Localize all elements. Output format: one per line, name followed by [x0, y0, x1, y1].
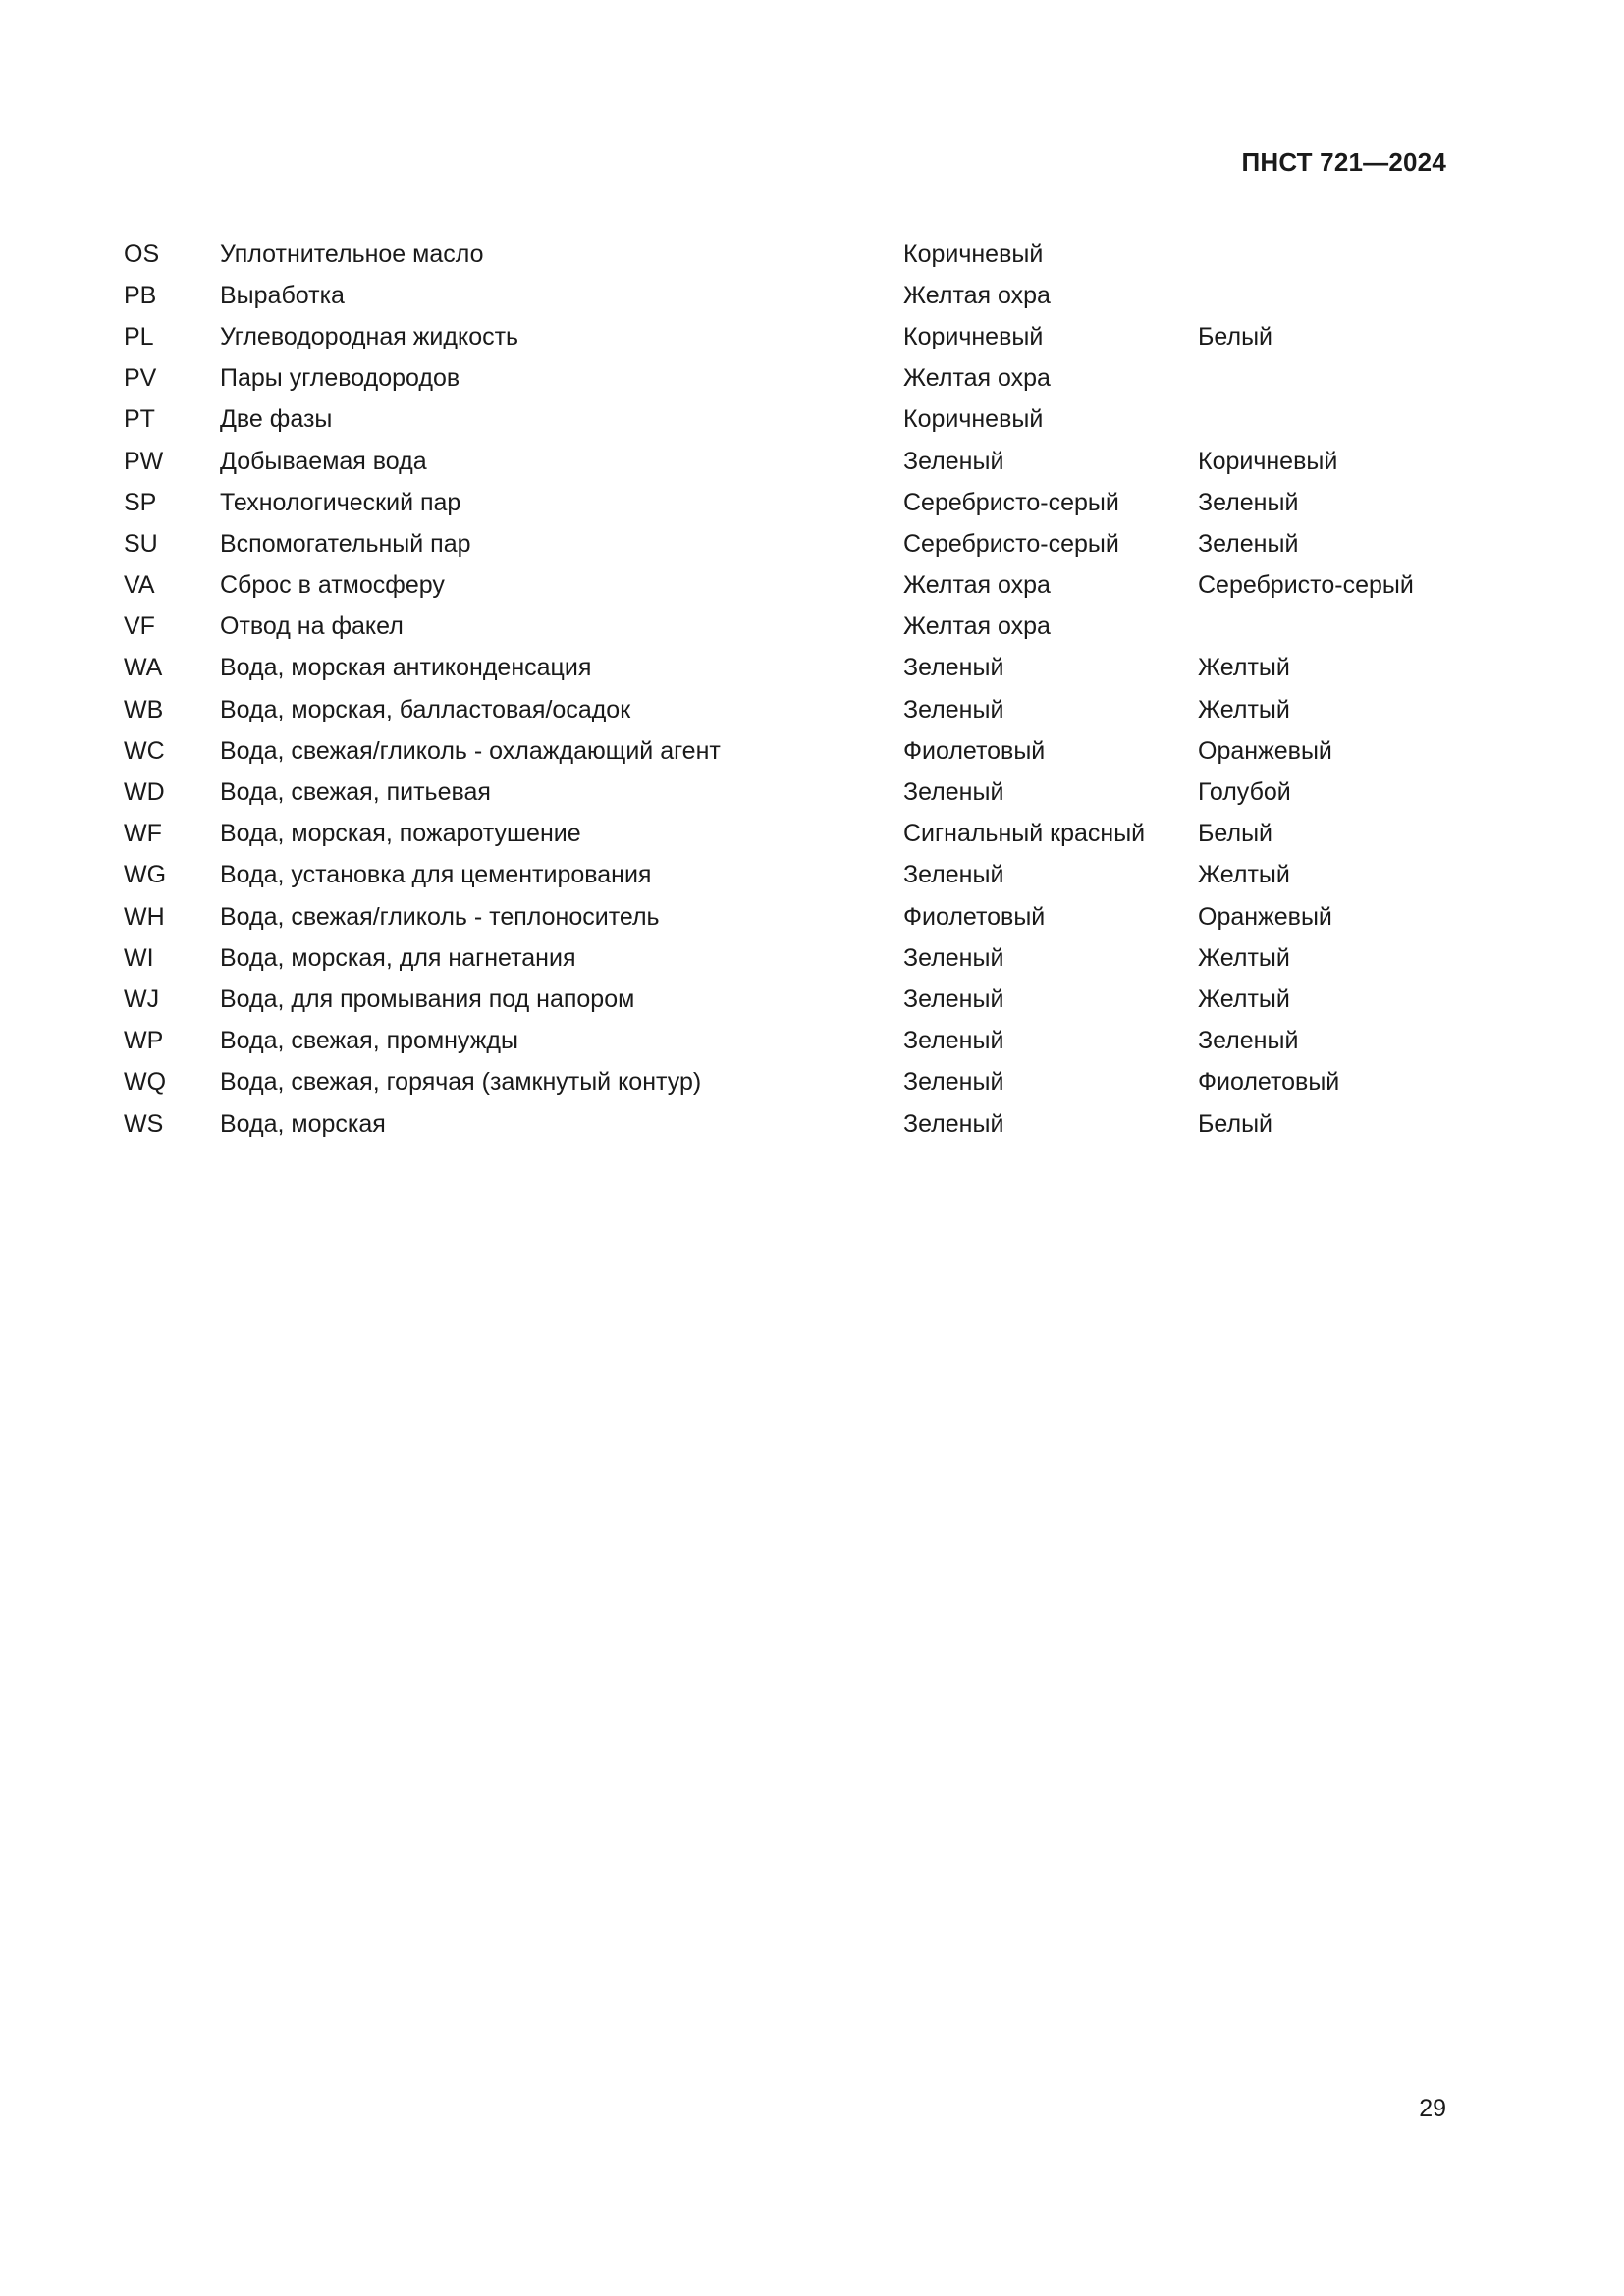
secondary-color-cell: Желтый [1198, 861, 1290, 889]
fluid-description-cell: Пары углеводородов [220, 364, 460, 393]
table-row [124, 648, 1453, 689]
fluid-description-cell: Вспомогательный пар [220, 529, 471, 558]
secondary-color-cell: Желтый [1198, 943, 1290, 972]
fluid-code-cell: WH [124, 902, 165, 931]
primary-color-cell: Серебристо-серый [903, 529, 1119, 558]
table-row [124, 1021, 1453, 1062]
table-row [124, 896, 1453, 937]
fluid-code-cell: SP [124, 488, 157, 516]
primary-color-cell: Серебристо-серый [903, 488, 1119, 516]
table-row [124, 482, 1453, 523]
secondary-color-cell [1198, 234, 1453, 275]
fluid-code-cell: PB [124, 281, 157, 309]
fluid-description-cell: Две фазы [220, 405, 333, 434]
fluid-code-cell: WD [124, 778, 165, 807]
fluid-description-cell: Вода, морская [220, 1109, 386, 1138]
table-row [124, 400, 1453, 441]
secondary-color-cell: Коричневый [1198, 447, 1338, 475]
fluid-description-cell: Вода, свежая/гликоль - теплоноситель [220, 902, 660, 931]
fluid-code-table [124, 234, 1453, 1145]
secondary-color-cell: Белый [1198, 1109, 1273, 1138]
fluid-description-cell: Выработка [220, 281, 345, 309]
secondary-color-cell: Желтый [1198, 985, 1290, 1013]
primary-color-cell: Коричневый [903, 322, 1044, 350]
primary-color-cell: Зеленый [903, 861, 1004, 889]
fluid-code-cell: VF [124, 613, 155, 641]
fluid-code-cell: WA [124, 654, 163, 682]
table-row [124, 565, 1453, 607]
fluid-code-cell: WG [124, 861, 167, 889]
table-row [124, 937, 1453, 979]
secondary-color-cell [1198, 275, 1453, 316]
secondary-color-cell [1198, 400, 1453, 441]
table-row [124, 730, 1453, 772]
fluid-code-cell: PW [124, 447, 164, 475]
fluid-description-cell: Уплотнительное масло [220, 240, 484, 268]
fluid-description-cell: Отвод на факел [220, 613, 404, 641]
fluid-description-cell: Углеводородная жидкость [220, 322, 519, 350]
fluid-code-cell: VA [124, 571, 155, 600]
secondary-color-cell: Зеленый [1198, 1027, 1299, 1055]
fluid-code-cell: WQ [124, 1068, 167, 1096]
fluid-code-cell: WP [124, 1027, 164, 1055]
primary-color-cell: Коричневый [903, 405, 1044, 434]
table-row [124, 772, 1453, 813]
secondary-color-cell: Фиолетовый [1198, 1068, 1340, 1096]
fluid-description-cell: Вода, морская, балластовая/осадок [220, 695, 631, 723]
table-row [124, 855, 1453, 896]
fluid-code-cell: WC [124, 736, 165, 765]
primary-color-cell: Зеленый [903, 1027, 1004, 1055]
primary-color-cell: Зеленый [903, 1109, 1004, 1138]
table-row [124, 689, 1453, 730]
primary-color-cell: Желтая охра [903, 571, 1051, 600]
secondary-color-cell: Серебристо-серый [1198, 571, 1414, 600]
primary-color-cell: Зеленый [903, 447, 1004, 475]
primary-color-cell: Зеленый [903, 778, 1004, 807]
page-number: 29 [1419, 2095, 1446, 2122]
secondary-color-cell: Голубой [1198, 778, 1291, 807]
fluid-code-cell: WJ [124, 985, 160, 1013]
fluid-description-cell: Добываемая вода [220, 447, 427, 475]
table-body [124, 234, 1453, 1145]
fluid-code-cell: OS [124, 240, 160, 268]
table-row [124, 234, 1453, 275]
primary-color-cell: Зеленый [903, 943, 1004, 972]
primary-color-cell: Коричневый [903, 240, 1044, 268]
fluid-description-cell: Вода, свежая, промнужды [220, 1027, 518, 1055]
primary-color-cell: Зеленый [903, 654, 1004, 682]
fluid-description-cell: Вода, морская, для нагнетания [220, 943, 576, 972]
secondary-color-cell: Зеленый [1198, 488, 1299, 516]
table-row [124, 1103, 1453, 1145]
table-row [124, 814, 1453, 855]
secondary-color-cell [1198, 358, 1453, 400]
fluid-description-cell: Технологический пар [220, 488, 461, 516]
fluid-code-cell: PV [124, 364, 157, 393]
primary-color-cell: Фиолетовый [903, 736, 1046, 765]
table-row [124, 358, 1453, 400]
fluid-code-cell: WF [124, 820, 162, 848]
primary-color-cell: Фиолетовый [903, 902, 1046, 931]
fluid-code-cell: WB [124, 695, 164, 723]
primary-color-cell: Зеленый [903, 695, 1004, 723]
secondary-color-cell: Зеленый [1198, 529, 1299, 558]
fluid-description-cell: Сброс в атмосферу [220, 571, 445, 600]
table-row [124, 275, 1453, 316]
fluid-description-cell: Вода, установка для цементирования [220, 861, 652, 889]
secondary-color-cell: Желтый [1198, 654, 1290, 682]
fluid-description-cell: Вода, морская антиконденсация [220, 654, 592, 682]
secondary-color-cell: Оранжевый [1198, 902, 1332, 931]
secondary-color-cell: Белый [1198, 820, 1273, 848]
document-code-header: ПНСТ 721—2024 [1241, 147, 1446, 177]
secondary-color-cell: Белый [1198, 322, 1273, 350]
table-row [124, 979, 1453, 1020]
table-row [124, 316, 1453, 357]
secondary-color-cell: Желтый [1198, 695, 1290, 723]
fluid-code-cell: PL [124, 322, 154, 350]
fluid-description-cell: Вода, свежая, горячая (замкнутый контур) [220, 1068, 702, 1096]
fluid-code-cell: WI [124, 943, 154, 972]
secondary-color-cell [1198, 607, 1453, 648]
table-row [124, 441, 1453, 482]
primary-color-cell: Сигнальный красный [903, 820, 1146, 848]
fluid-description-cell: Вода, для промывания под напором [220, 985, 635, 1013]
fluid-code-cell: PT [124, 405, 155, 434]
primary-color-cell: Зеленый [903, 1068, 1004, 1096]
fluid-description-cell: Вода, свежая/гликоль - охлаждающий агент [220, 736, 721, 765]
fluid-code-cell: WS [124, 1109, 164, 1138]
table-row [124, 607, 1453, 648]
fluid-description-cell: Вода, свежая, питьевая [220, 778, 491, 807]
table-row [124, 1062, 1453, 1103]
primary-color-cell: Желтая охра [903, 364, 1051, 393]
fluid-description-cell: Вода, морская, пожаротушение [220, 820, 581, 848]
primary-color-cell: Зеленый [903, 985, 1004, 1013]
secondary-color-cell: Оранжевый [1198, 736, 1332, 765]
fluid-code-cell: SU [124, 529, 158, 558]
primary-color-cell: Желтая охра [903, 281, 1051, 309]
primary-color-cell: Желтая охра [903, 613, 1051, 641]
table-row [124, 523, 1453, 564]
